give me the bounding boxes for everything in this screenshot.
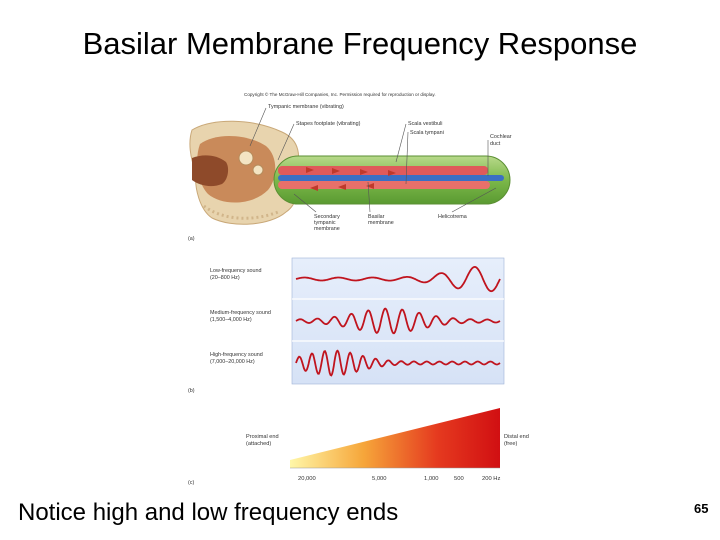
panel-c-label: (c) (188, 480, 195, 486)
panel-b-label: (b) (188, 388, 195, 394)
basilar-membrane-label: Basilar (368, 214, 385, 220)
ossicle (239, 151, 253, 165)
proximal-end-label: Proximal end (246, 434, 279, 440)
panel-a-cochlea (188, 104, 512, 242)
frequency-tick-label: 200 Hz (482, 476, 501, 482)
slide-title: Basilar Membrane Frequency Response (82, 26, 638, 61)
scala-tympani-label: Scala tympani (410, 130, 444, 136)
medium-frequency-range: (1,500–4,000 Hz) (210, 317, 252, 323)
helicotrema-label: Helicotrema (438, 214, 467, 220)
distal-end-label: Distal end (504, 434, 529, 440)
distal-end-label-2: (free) (504, 441, 518, 447)
proximal-end-label-2: (attached) (246, 441, 272, 447)
ossicle (253, 165, 263, 175)
cochlear-duct-blue (278, 175, 504, 181)
panel-b-waveforms (188, 258, 504, 394)
stapes-label: Stapes footplate (vibrating) (296, 121, 361, 127)
frequency-ticks (298, 476, 500, 482)
frequency-tick-label: 500 (454, 476, 464, 482)
slide-footer-note: Notice high and low frequency ends (18, 499, 399, 526)
cochlea-figure (182, 88, 532, 488)
high-frequency-range: (7,000–20,000 Hz) (210, 359, 255, 365)
scala-vestibuli-label: Scala vestibuli (408, 121, 443, 127)
ear-canal (192, 155, 228, 186)
panel-a-label: (a) (188, 236, 195, 242)
copyright-notice: Copyright © The McGraw-Hill Companies, Inc. Permission required for reproduction or display. (244, 92, 436, 97)
cochlear-duct-label-2: duct (490, 141, 501, 147)
secondary-membrane-label: Secondary (314, 214, 340, 220)
secondary-membrane-label-3: membrane (314, 226, 340, 232)
basilar-membrane-label-2: membrane (368, 220, 394, 226)
cochlear-duct-label: Cochlear (490, 134, 512, 140)
medium-frequency-label: Medium-frequency sound (210, 310, 271, 316)
basilar-frequency-wedge (290, 408, 500, 468)
low-frequency-label: Low-frequency sound (210, 268, 262, 274)
tympanic-label: Tympanic membrane (vibrating) (268, 104, 344, 110)
frequency-tick-label: 20,000 (298, 476, 316, 482)
high-frequency-label: High-frequency sound (210, 352, 263, 358)
low-frequency-range: (20–800 Hz) (210, 275, 240, 281)
frequency-tick-label: 5,000 (372, 476, 387, 482)
scala-tympani-red (278, 181, 490, 189)
frequency-tick-label: 1,000 (424, 476, 439, 482)
panel-c-gradient (188, 408, 529, 486)
secondary-membrane-label-2: tympanic (314, 220, 336, 226)
page-number: 65 (694, 501, 709, 516)
